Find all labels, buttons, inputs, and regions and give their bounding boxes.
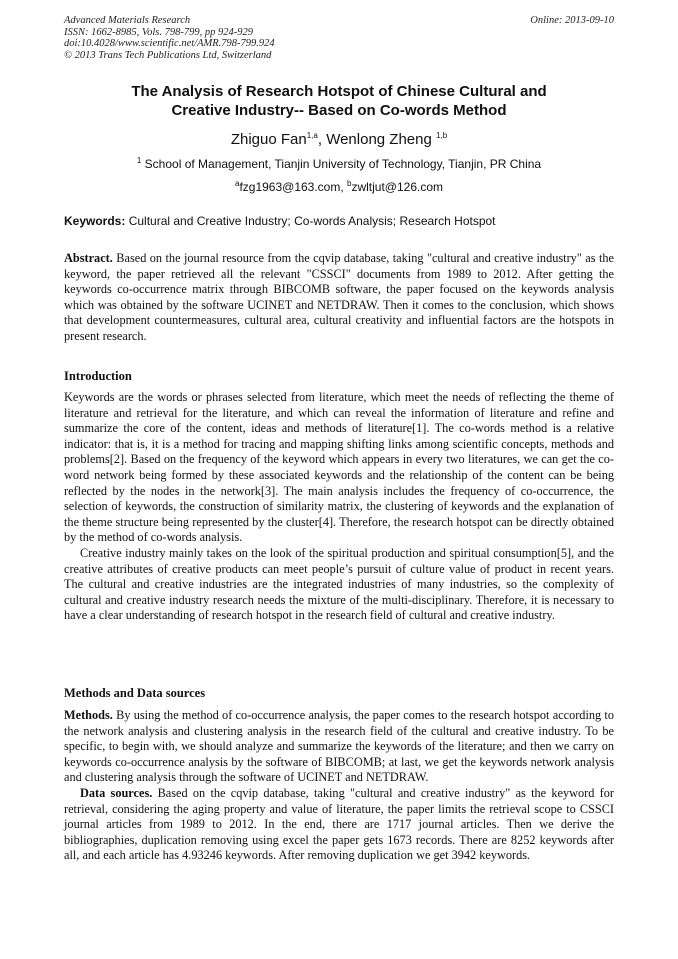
title-line-1: The Analysis of Research Hotspot of Chinese Cultural and: [131, 83, 547, 100]
copyright-line: © 2013 Trans Tech Publications Ltd, Switzerland: [64, 49, 272, 61]
author-1-affil: 1,a: [306, 131, 318, 140]
methods-label: Methods.: [64, 708, 113, 722]
author-1: Zhiguo Fan: [230, 131, 307, 148]
author-separator: ,: [317, 131, 327, 148]
abstract-label: Abstract.: [64, 251, 113, 265]
email-a-mark: a: [234, 179, 240, 188]
journal-name: Advanced Materials Research: [64, 15, 191, 26]
issn-line: ISSN: 1662-8985, Vols. 798-799, pp 924-929: [64, 26, 253, 38]
abstract: [64, 251, 614, 345]
keywords-line: [64, 214, 614, 228]
journal-header: [64, 15, 275, 61]
email-line: [64, 180, 614, 194]
data-sources-text: Based on the cqvip database, taking "cultural and creative industry" as the keyword for retrieval, considering the aging property and value of literature, the paper limits the retrieval scope to CSSCI journal articles from 1989 to 2012. In the end, there are 1717 journal articles. Then we derive the bibliographies, duplication removing using excel the paper gets 1673 records. There are 8252 keywords after all, and each article has 4.93246 keywords. After removing duplication we get 3942 keywords.: [64, 785, 614, 863]
author-line: [64, 131, 614, 148]
methods-paragraph: [64, 708, 614, 786]
email-b[interactable]: zwltjut@126.com: [351, 180, 444, 194]
introduction-paragraph-1: Keywords are the words or phrases selected from literature, which meet the needs of reflecting the theme of literature and retrieval for the literature, and which can reveal the information of literature and refine and summarize the core of the content, ideas and methods of literature[1]. The co-words method is a relative indicator: that is, it is a method for tracing and mapping shifting links among scientific concepts, methods and problems[2]. Based on the frequency of the keyword which appears in every two literatures, we can get the co-word network being formed by these associated keywords and the relationship of the content can be being reflected by the nodes in the network[3]. The main analysis includes the frequency of co-occurrence, the selection of keywords, the construction of similarity matrix, the clustering of keywords and the explanation of the theme structure being represented by the cluster[4]. Therefore, the research hotspot can be directly obtained by the method of co-words analysis.: [64, 390, 614, 545]
introduction-paragraph-2: Creative industry mainly takes on the look of the spiritual production and spiritual consumption[5], and the creative attributes of creative products can meet people’s pursuit of culture value of product in recent years. The cultural and creative industries are the integrated industries of many industries, so the complexity of cultural and creative industry research needs the mixture of the multi-disciplinary. Therefore, it is necessary to have a clear understanding of research hotspot in the research field of cultural and creative industry.: [64, 545, 614, 623]
doi-line: doi:10.4028/www.scientific.net/AMR.798-799.924: [64, 38, 275, 49]
introduction-heading: Introduction: [64, 369, 132, 383]
email-b-mark: b: [347, 179, 352, 188]
methods-heading: Methods and Data sources: [64, 686, 206, 700]
email-a[interactable]: fzg1963@163.com,: [239, 180, 348, 194]
data-sources-paragraph: [64, 786, 614, 864]
paper-title: [64, 82, 614, 120]
abstract-text: Based on the journal resource from the cqvip database, taking "cultural and creative industry" as the keyword, the paper retrieved all the relevant "CSSCI" documents from 1989 to 2012. After getting the keywords co-occurrence matrix through BIBCOMB software, the paper focused on the keywords analysis which was obtained by the software UCINET and NETDRAW. Then it comes to the conclusion, which shows that development countermeasures, cultural area, cultural creativity and influential factors are the hotspots in present research.: [64, 251, 614, 343]
affiliation-text: School of Management, Tianjin University of Technology, Tianjin, PR China: [141, 157, 542, 171]
author-2-affil: 1,b: [436, 131, 448, 140]
title-line-2: Creative Industry-- Based on Co-words Method: [171, 102, 507, 119]
data-sources-label: Data sources.: [80, 785, 153, 800]
affiliation-mark: 1: [136, 156, 142, 165]
online-date: Online: 2013-09-10: [530, 15, 614, 26]
keywords-text: Cultural and Creative Industry; Co-words Analysis; Research Hotspot: [125, 214, 496, 228]
author-2: Wenlong Zheng: [326, 131, 437, 148]
keywords-label: Keywords:: [64, 214, 126, 228]
affiliation: [64, 157, 614, 171]
methods-body: [64, 708, 614, 864]
methods-text: By using the method of co-occurrence analysis, the paper comes to the research hotspot according to the network analysis and clustering analysis in the research field of the cultural and creative industry. To be specific, to begin with, we should analyze and summarize the keywords of the literature; and then we carry on keywords co-occurrence analysis by the software of BIBCOMB; at last, we get the keywords network analysis and clustering analysis through the software of UCINET and NETDRAW.: [64, 708, 614, 785]
introduction-body: [64, 390, 614, 624]
